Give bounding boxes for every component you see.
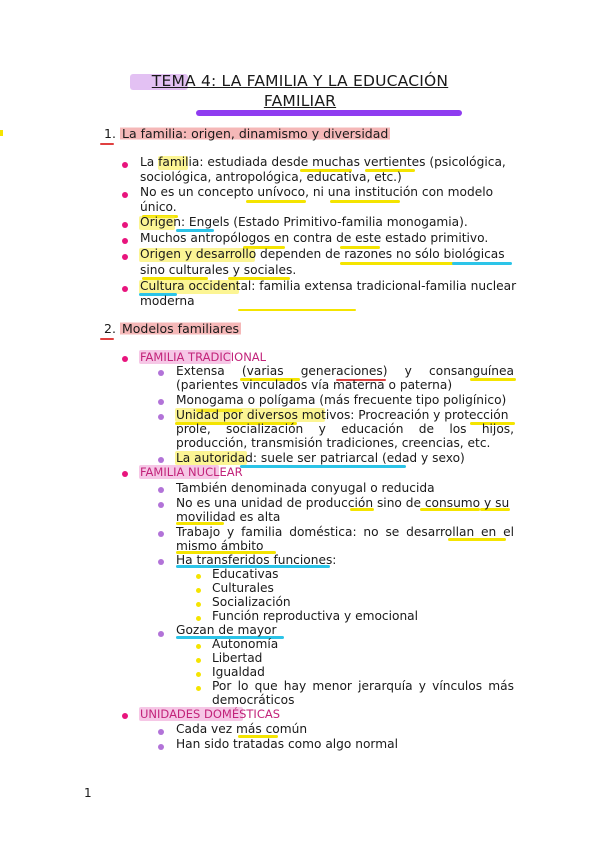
section-1-title: La familia: origen, dinamismo y diversidad <box>122 126 389 141</box>
list-item-text: La autoridad: suele ser patriarcal (edad y sexo) <box>176 451 465 465</box>
bullet <box>158 399 164 405</box>
list-item-text: democráticos <box>212 693 295 707</box>
underline-mark <box>340 262 460 265</box>
page-title <box>100 71 500 111</box>
bullet <box>122 192 128 198</box>
bullet <box>158 457 164 463</box>
section-2-number: 2. <box>104 321 116 336</box>
list-item-text: Trabajo y familia doméstica: no se desarrollan en el <box>176 525 514 539</box>
title-line-1: TEMA 4: LA FAMILIA Y LA EDUCACIÓN <box>151 72 449 90</box>
group-heading-nuclear: FAMILIA NUCLEAR <box>140 465 243 479</box>
list-item-text: Ha transferidos funciones: <box>176 553 337 567</box>
title-line-2: FAMILIAR <box>263 92 337 110</box>
list-item-text: sociológica, antropológica, educativa, etc.) <box>140 170 402 184</box>
bullet <box>122 162 128 168</box>
bullet <box>196 574 201 579</box>
bullet <box>196 602 201 607</box>
list-item-text: No es una unidad de producción sino de consumo y su <box>176 496 510 510</box>
list-item-text: producción, transmisión tradiciones, creencias, etc. <box>176 436 491 450</box>
list-item-text: Culturales <box>212 581 274 595</box>
margin-mark <box>0 130 3 136</box>
list-item-text: Socialización <box>212 595 291 609</box>
list-item-text: Muchos antropólogos en contra de este estado primitivo. <box>140 231 489 245</box>
list-item-text: Extensa (varias generaciones) y consanguínea <box>176 364 514 378</box>
bullet <box>122 238 128 244</box>
bullet <box>158 414 164 420</box>
section-1-number-mark <box>100 143 114 145</box>
list-item-text: No es un concepto unívoco, ni una institución con modelo <box>140 185 494 199</box>
bullet <box>122 713 128 719</box>
list-item-text: Origen: Engels (Estado Primitivo-familia monogamia). <box>140 215 468 229</box>
bullet <box>196 616 201 621</box>
underline-mark <box>238 309 356 311</box>
bullet <box>196 588 201 593</box>
list-item-text: mismo ámbito <box>176 539 264 553</box>
list-item-text: Autonomía <box>212 637 279 651</box>
group-heading-tradicional: FAMILIA TRADICIONAL <box>140 350 267 364</box>
section-2-number-mark <box>100 338 114 340</box>
bullet <box>122 286 128 292</box>
bullet <box>196 672 201 677</box>
bullet <box>196 658 201 663</box>
section-1-number: 1. <box>104 126 116 141</box>
bullet <box>196 686 201 691</box>
group-heading-unidades: UNIDADES DOMÉSTICAS <box>140 707 281 721</box>
list-item-text: Cada vez más común <box>176 722 308 736</box>
page-number: 1 <box>84 786 92 800</box>
list-item-text: moderna <box>140 294 195 308</box>
section-2-title: Modelos familiares <box>122 321 240 336</box>
underline-mark <box>330 200 400 203</box>
bullet <box>158 487 164 493</box>
list-item-text: Cultura occidental: familia extensa tradicional-familia nuclear <box>140 279 517 293</box>
list-item-text: Educativas <box>212 567 279 581</box>
list-item-text: Por lo que hay menor jerarquía y vínculos más <box>212 679 514 693</box>
list-item-text: Origen y desarrollo dependen de razones no sólo biológicas <box>140 247 505 261</box>
list-item-text: Libertad <box>212 651 263 665</box>
bullet <box>122 254 128 260</box>
bullet <box>158 631 164 637</box>
list-item-text: único. <box>140 200 177 214</box>
bullet <box>122 356 128 362</box>
bullet <box>158 531 164 537</box>
bullet <box>196 644 201 649</box>
bullet <box>158 744 164 750</box>
bullet <box>122 471 128 477</box>
list-item-text: Unidad por diversos motivos: Procreación y protección <box>176 408 509 422</box>
list-item-text: También denominada conyugal o reducida <box>176 481 435 495</box>
bullet <box>122 222 128 228</box>
list-item-text: La familia: estudiada desde muchas vertientes (psicológica, <box>140 155 506 169</box>
list-item-text: Han sido tratadas como algo normal <box>176 737 398 751</box>
bullet <box>158 559 164 565</box>
underline-mark <box>246 200 306 203</box>
underline-mark <box>452 262 512 265</box>
list-item-text: Gozan de mayor <box>176 623 277 637</box>
bullet <box>158 502 164 508</box>
bullet <box>158 729 164 735</box>
list-item-text: Monogama o polígama (más frecuente tipo poligínico) <box>176 393 507 407</box>
list-item-text: prole, socialización y educación de los hijos, <box>176 422 514 436</box>
list-item-text: (parientes vinculados vía materna o paterna) <box>176 378 453 392</box>
list-item-text: movilidad es alta <box>176 510 281 524</box>
list-item-text: Igualdad <box>212 665 265 679</box>
list-item-text: Función reproductiva y emocional <box>212 609 419 623</box>
title-underline-mark <box>196 110 462 116</box>
bullet <box>158 370 164 376</box>
list-item-text: sino culturales y sociales. <box>140 263 297 277</box>
